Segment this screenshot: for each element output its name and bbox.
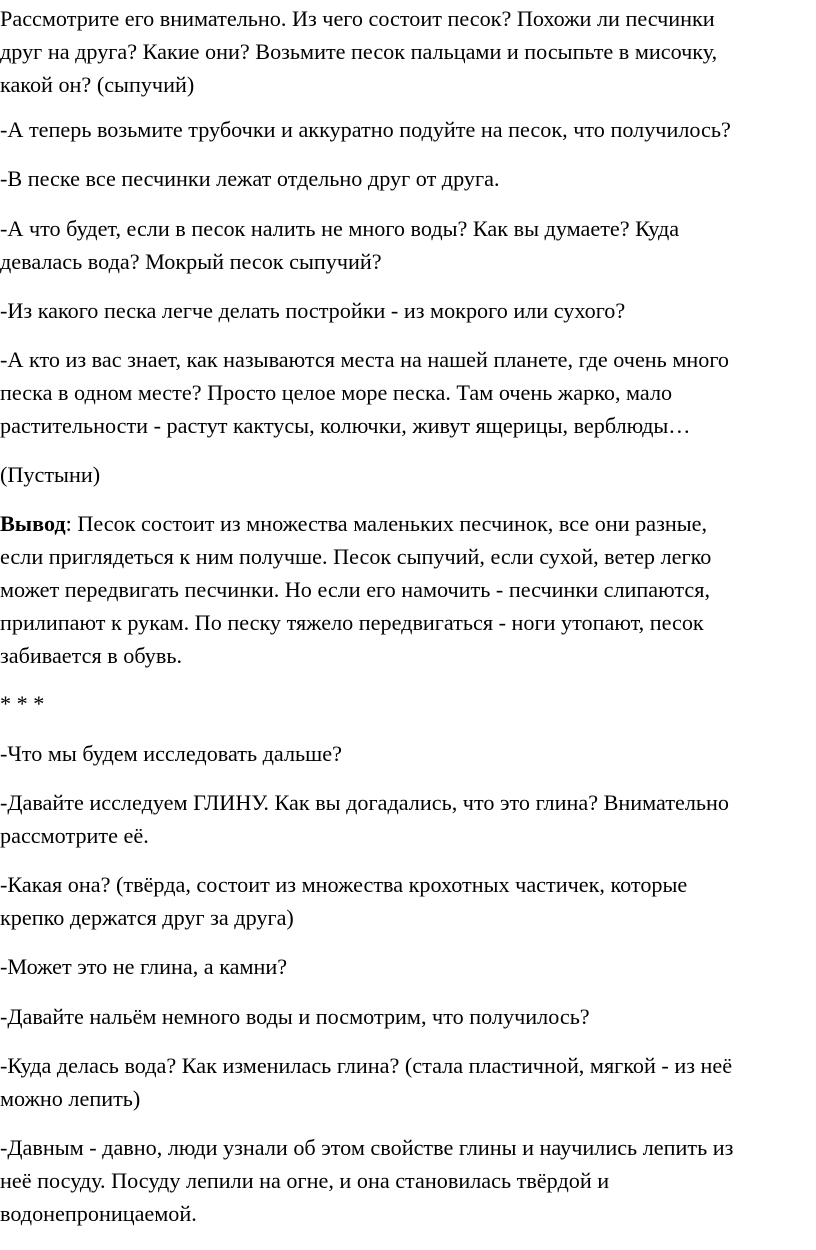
text-line: -А теперь возьмите трубочки и аккуратно подуйте на песок, что получилось? bbox=[0, 117, 731, 142]
section-separator bbox=[0, 687, 44, 720]
conclusion-label: Вывод bbox=[0, 511, 66, 536]
paragraph-add-water bbox=[0, 212, 679, 278]
paragraph-next-research bbox=[0, 737, 342, 770]
text-line: песка в одном месте? Просто целое море песка. Там очень жарко, мало bbox=[0, 380, 673, 405]
text-line: какой он? (сыпучий) bbox=[0, 72, 195, 97]
paragraph-clay-intro bbox=[0, 786, 729, 852]
text-line: * * * bbox=[0, 691, 45, 716]
text-line: рассмотрите её. bbox=[0, 823, 149, 848]
paragraph-buildings bbox=[0, 294, 625, 327]
paragraph-pour-water bbox=[0, 1000, 590, 1033]
text-line: растительности - растут кактусы, колючки, живут ящерицы, верблюды… bbox=[0, 413, 691, 438]
text-line: -А кто из вас знает, как называются места на нашей планете, где очень много bbox=[0, 347, 729, 372]
text-line: Рассмотрите его внимательно. Из чего состоит песок? Похожи ли песчинки bbox=[0, 6, 715, 31]
paragraph-conclusion bbox=[0, 507, 711, 672]
paragraph-pottery-history bbox=[0, 1131, 733, 1230]
text-line: -Может это не глина, а камни? bbox=[0, 954, 288, 979]
text-line: -Какая она? (твёрда, состоит из множества крохотных частичек, которые bbox=[0, 872, 688, 897]
text-line: может передвигать песчинки. Но если его намочить - песчинки слипаются, bbox=[0, 577, 710, 602]
paragraph-deserts-answer bbox=[0, 458, 100, 491]
text-line: -Из какого песка легче делать постройки - из мокрого или сухого? bbox=[0, 298, 626, 323]
text-line: -Давайте нальём немного воды и посмотрим, что получилось? bbox=[0, 1004, 590, 1029]
paragraph-clay-changed bbox=[0, 1049, 732, 1115]
paragraph-sand-intro bbox=[0, 2, 717, 101]
conclusion-text: : Песок состоит из множества маленьких песчинок, все они разные, bbox=[65, 511, 708, 536]
paragraph-blow-sand bbox=[0, 113, 731, 146]
text-line: прилипают к рукам. По песку тяжело передвигаться - ноги утопают, песок bbox=[0, 610, 704, 635]
text-line: неё посуду. Посуду лепили на огне, и она становилась твёрдой и bbox=[0, 1168, 610, 1193]
text-line: забивается в обувь. bbox=[0, 643, 183, 668]
text-line: водонепроницаемой. bbox=[0, 1201, 197, 1226]
text-line: -Давайте исследуем ГЛИНУ. Как вы догадались, что это глина? Внимательно bbox=[0, 790, 730, 815]
paragraph-grains-separate bbox=[0, 162, 500, 195]
paragraph-stones-question bbox=[0, 950, 287, 983]
text-line: -Куда делась вода? Как изменилась глина? (стала пластичной, мягкой - из неё bbox=[0, 1053, 733, 1078]
text-line: если приглядеться к ним получше. Песок сыпучий, если сухой, ветер легко bbox=[0, 544, 712, 569]
text-line: -Что мы будем исследовать дальше? bbox=[0, 741, 342, 766]
text-line: крепко держатся друг за друга) bbox=[0, 905, 294, 930]
text-line: девалась вода? Мокрый песок сыпучий? bbox=[0, 249, 382, 274]
text-line bbox=[0, 507, 711, 540]
text-line: (Пустыни) bbox=[0, 462, 101, 487]
paragraph-clay-properties bbox=[0, 868, 687, 934]
text-line: можно лепить) bbox=[0, 1086, 141, 1111]
text-line: -А что будет, если в песок налить не много воды? Как вы думаете? Куда bbox=[0, 216, 680, 241]
text-line: -В песке все песчинки лежат отдельно друг от друга. bbox=[0, 166, 500, 191]
text-line: -Давным - давно, люди узнали об этом свойстве глины и научились лепить из bbox=[0, 1135, 734, 1160]
paragraph-deserts-question bbox=[0, 343, 729, 442]
text-line: друг на друга? Какие они? Возьмите песок пальцами и посыпьте в мисочку, bbox=[0, 39, 718, 64]
